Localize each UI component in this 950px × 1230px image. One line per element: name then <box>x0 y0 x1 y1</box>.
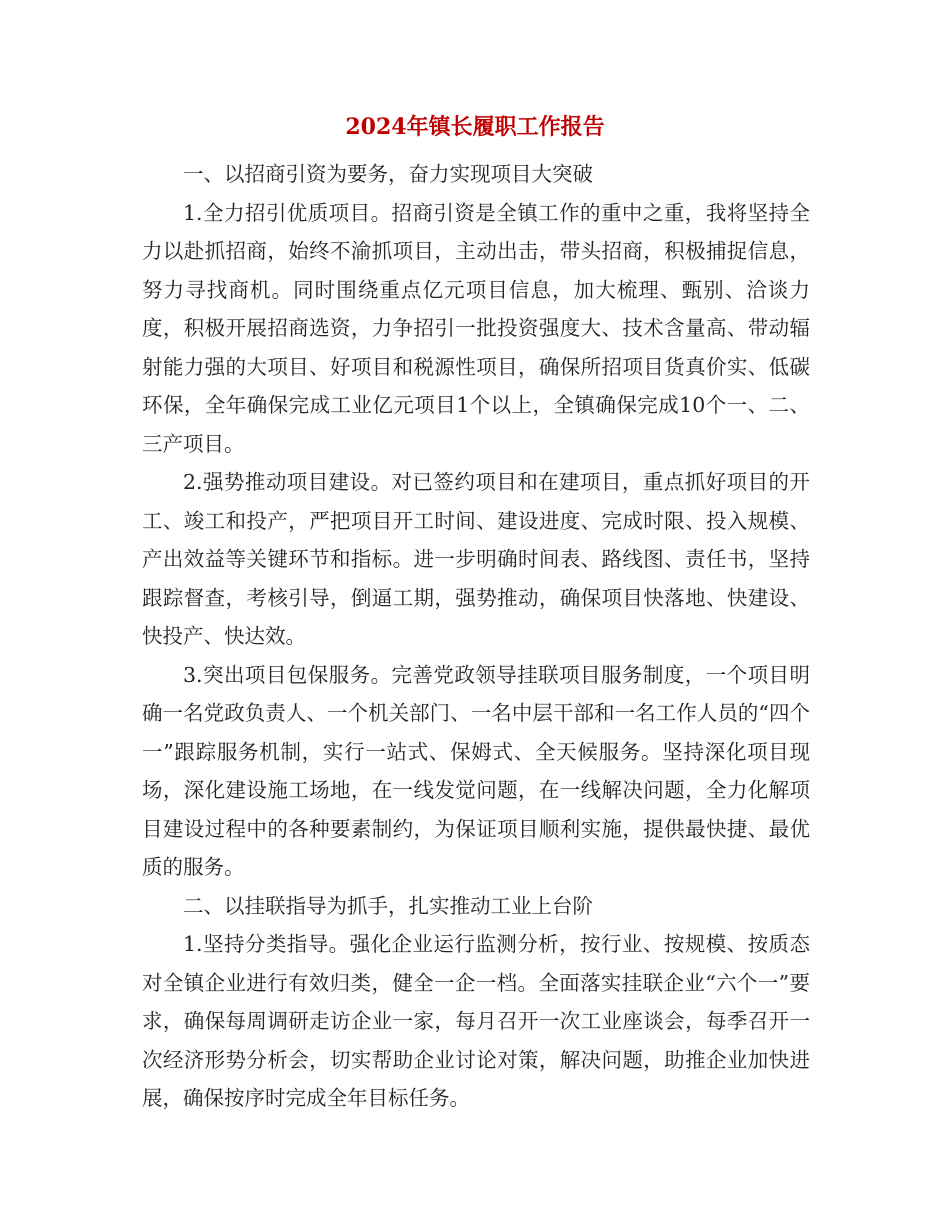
document-body <box>142 155 810 1118</box>
paragraph-1-1: 1.全力招引优质项目。招商引资是全镇工作的重中之重，我将坚持全力以赴抓招商，始终不渝抓项目，主动出击，带头招商，积极捕捉信息，努力寻找商机。同时围绕重点亿元项目信息，加大梳理、甄别、洽谈力度，积极开展招商选资，力争招引一批投资强度大、技术含量高、带动辐射能力强的大项目、好项目和税源性项目，确保所招项目货真价实、低碳环保，全年确保完成工业亿元项目1个以上，全镇确保完成10个一、二、三产项目。 <box>142 200 810 456</box>
paragraph-1-2: 2.强势推动项目建设。对已签约项目和在建项目，重点抓好项目的开工、竣工和投产，严把项目开工时间、建设进度、完成时限、投入规模、产出效益等关键环节和指标。进一步明确时间表、路线图、责任书，坚持跟踪督查，考核引导，倒逼工期，强势推动，确保项目快落地、快建设、快投产、快达效。 <box>142 470 810 648</box>
paragraph-1-3: 3.突出项目包保服务。完善党政领导挂联项目服务制度，一个项目明确一名党政负责人、一个机关部门、一名中层干部和一名工作人员的“四个一”跟踪服务机制，实行一站式、保姆式、全天候服务。坚持深化项目现场，深化建设施工场地，在一线发觉问题，在一线解决问题，全力化解项目建设过程中的各种要素制约，为保证项目顺利实施，提供最快捷、最优质的服务。 <box>142 662 810 879</box>
section-heading-2: 二、以挂联指导为抓手，扎实推动工业上台阶 <box>183 893 593 918</box>
section-heading-1: 一、以招商引资为要务，奋力实现项目大突破 <box>183 162 593 186</box>
document-title: 2024年镇长履职工作报告 <box>345 114 605 140</box>
paragraph-2-1: 1.坚持分类指导。强化企业运行监测分析，按行业、按规模、按质态对全镇企业进行有效归类，健全一企一档。全面落实挂联企业“六个一”要求，确保每周调研走访企业一家，每月召开一次工业座谈会，每季召开一次经济形势分析会，切实帮助企业讨论对策，解决问题，助推企业加快进展，确保按序时完成全年目标任务。 <box>142 932 810 1110</box>
